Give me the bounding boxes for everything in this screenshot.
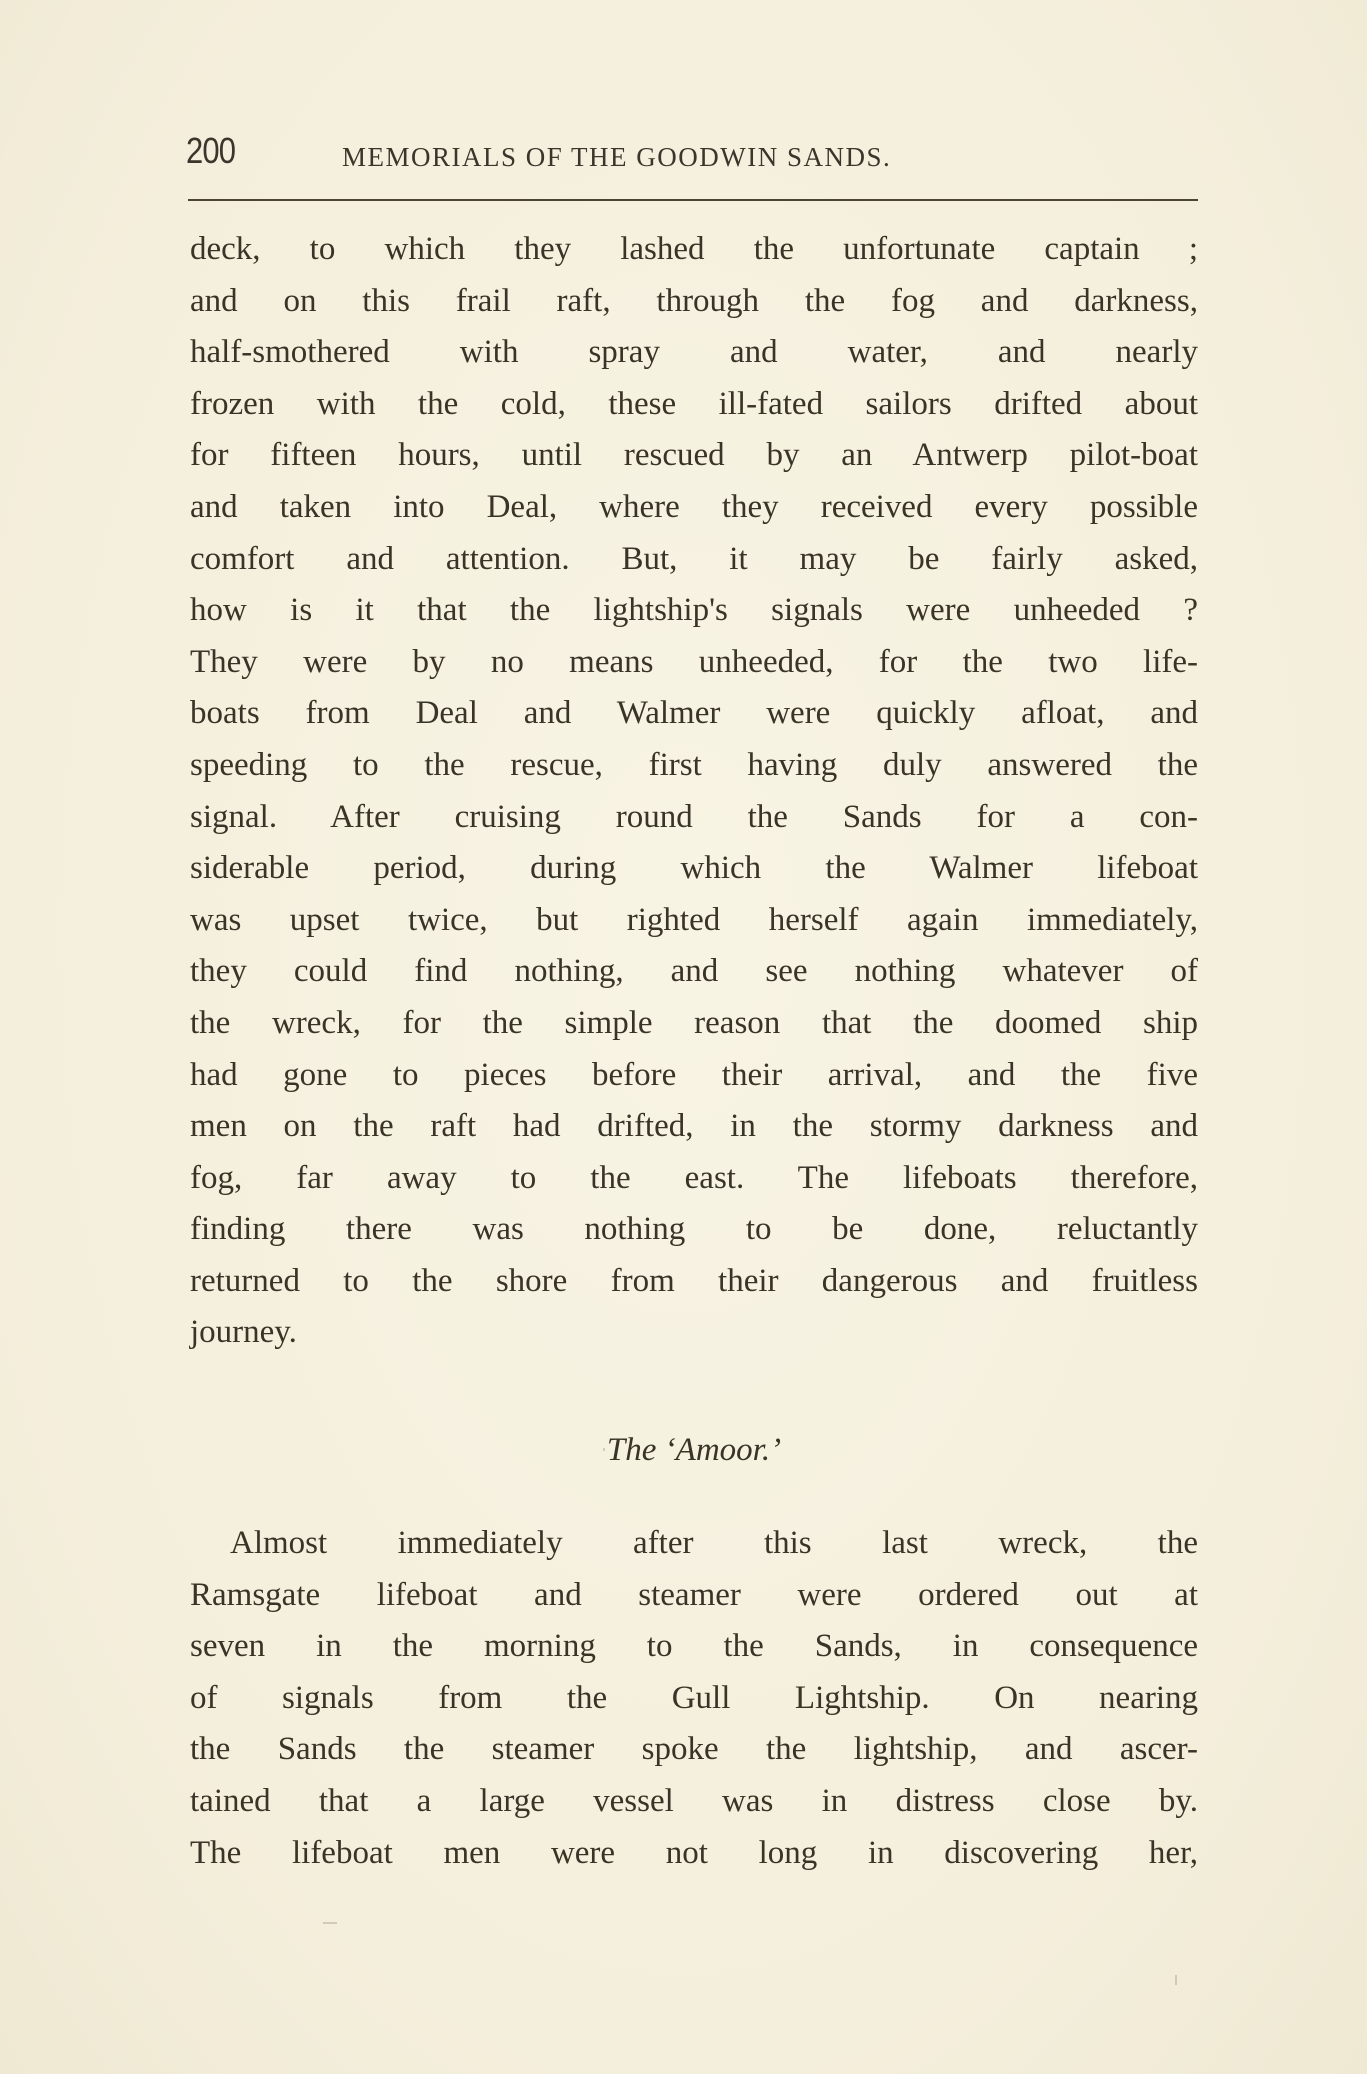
text-line: they could find nothing, and see nothing whatever of bbox=[190, 953, 1198, 990]
text-line: signal. After cruising round the Sands for a con- bbox=[190, 798, 1198, 835]
text-line: The lifeboat men were not long in discovering her, bbox=[190, 1834, 1198, 1871]
text-line: and taken into Deal, where they received every possible bbox=[190, 488, 1198, 525]
text-line: half-smothered with spray and water, and nearly bbox=[190, 334, 1198, 371]
text-line: They were by no means unheeded, for the two life- bbox=[190, 643, 1198, 680]
paper-speck bbox=[323, 1922, 337, 1924]
text-line: returned to the shore from their dangerous and fruitless bbox=[190, 1262, 1198, 1299]
text-line: men on the raft had drifted, in the stormy darkness and bbox=[190, 1108, 1198, 1145]
text-line: fog, far away to the east. The lifeboats therefore, bbox=[190, 1159, 1198, 1196]
running-head bbox=[186, 130, 1200, 180]
paragraph-1 bbox=[190, 224, 1198, 1359]
text-line: siderable period, during which the Walmer lifeboat bbox=[190, 850, 1198, 887]
text-line: how is it that the lightship's signals were unheeded ? bbox=[190, 592, 1198, 629]
text-line: Ramsgate lifeboat and steamer were ordered out at bbox=[190, 1576, 1198, 1613]
text-line: speeding to the rescue, first having duly answered the bbox=[190, 746, 1198, 783]
paragraph-2 bbox=[190, 1518, 1198, 1879]
text-line: was upset twice, but righted herself again immediately, bbox=[190, 901, 1198, 938]
text-line: frozen with the cold, these ill-fated sailors drifted about bbox=[190, 385, 1198, 422]
paper-speck bbox=[603, 1448, 605, 1451]
text-line: boats from Deal and Walmer were quickly afloat, and bbox=[190, 695, 1198, 732]
text-line: finding there was nothing to be done, reluctantly bbox=[190, 1211, 1198, 1248]
text-line: Almost immediately after this last wreck, the bbox=[230, 1525, 1198, 1561]
text-line: for fifteen hours, until rescued by an Antwerp pilot-boat bbox=[190, 437, 1198, 474]
text-line: deck, to which they lashed the unfortunate captain ; bbox=[190, 231, 1198, 267]
page-number: 200 bbox=[186, 130, 236, 171]
text-line: seven in the morning to the Sands, in consequence bbox=[190, 1628, 1198, 1665]
text-line: had gone to pieces before their arrival, and the five bbox=[190, 1056, 1198, 1093]
text-line: the Sands the steamer spoke the lightship, and ascer- bbox=[190, 1731, 1198, 1768]
text-line: journey. bbox=[190, 1314, 297, 1351]
section-heading: The ‘Amoor.’ bbox=[606, 1432, 782, 1468]
text-line: comfort and attention. But, it may be fairly asked, bbox=[190, 540, 1198, 577]
text-line: and on this frail raft, through the fog and darkness, bbox=[190, 282, 1198, 319]
paper-speck bbox=[1175, 1975, 1177, 1985]
text-line: tained that a large vessel was in distress close by. bbox=[190, 1782, 1198, 1819]
running-title: MEMORIALS OF THE GOODWIN SANDS. bbox=[342, 142, 892, 172]
header-rule bbox=[188, 199, 1198, 201]
text-line: of signals from the Gull Lightship. On nearing bbox=[190, 1679, 1198, 1716]
text-line: the wreck, for the simple reason that the doomed ship bbox=[190, 1004, 1198, 1041]
